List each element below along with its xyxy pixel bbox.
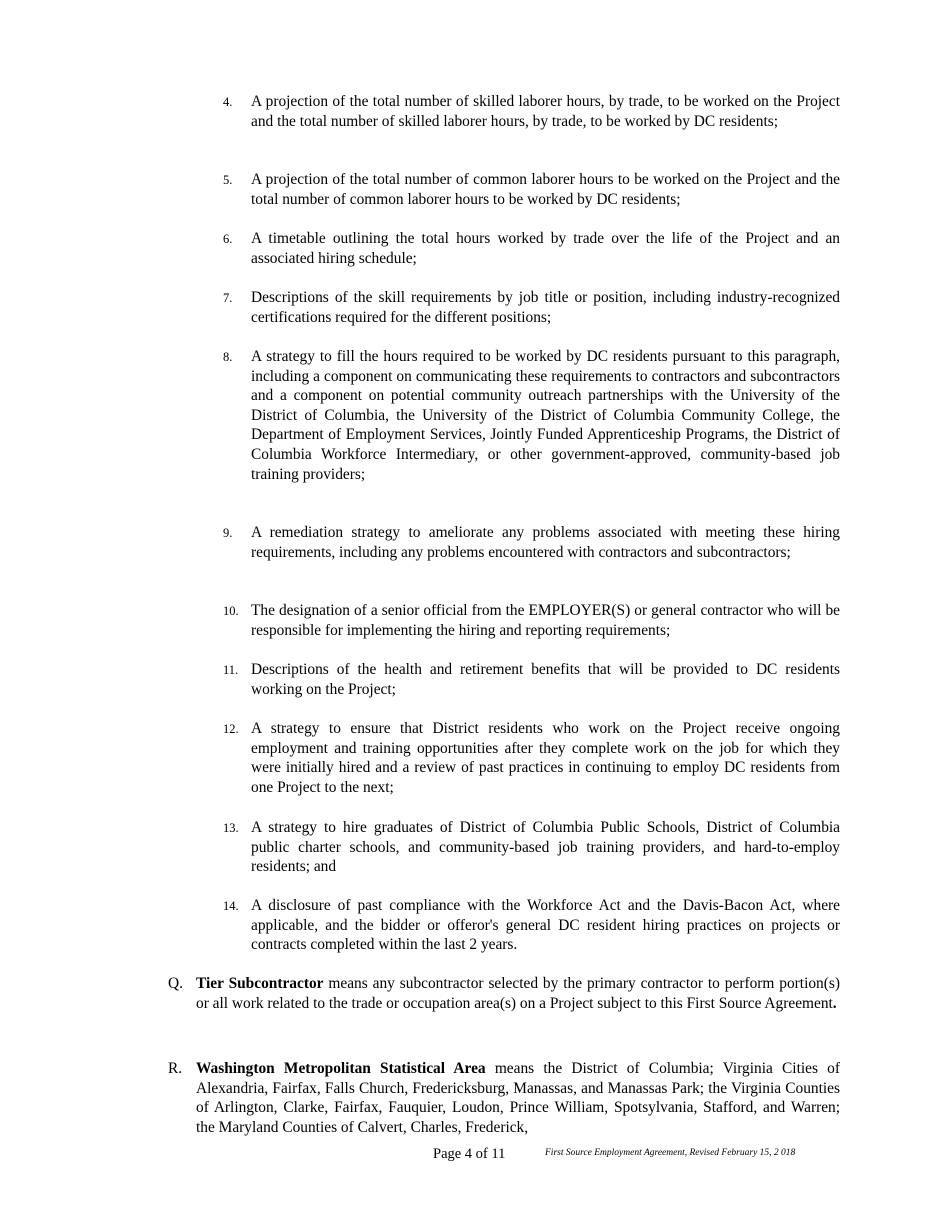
definition-term: Washington Metropolitan Statistical Area <box>196 1060 486 1077</box>
definition-letter: Q. <box>168 975 183 992</box>
list-item-text: A timetable outlining the total hours worked by trade over the life of the Project and an associated hiring schedule; <box>251 230 840 267</box>
list-item-text: A strategy to hire graduates of District of Columbia Public Schools, District of Columbia public charter schools, and community-based job training providers, and hard-to-employ residents; and <box>251 819 840 876</box>
list-item-13 <box>223 818 840 877</box>
list-item-12 <box>223 719 840 797</box>
definition-tail: . <box>832 994 837 1012</box>
list-item-14 <box>223 896 840 955</box>
list-item-8 <box>223 347 840 484</box>
list-item-number: 4. <box>223 95 233 109</box>
list-item-number: 10. <box>223 604 239 618</box>
definition-text <box>196 974 840 1013</box>
list-item-text: A disclosure of past compliance with the Workforce Act and the Davis-Bacon Act, where applicable, and the bidder or offeror's general DC resident hiring practices on projects or contracts completed within the last 2 years. <box>251 897 840 954</box>
footer-note: First Source Employment Agreement, Revised February 15, 2 018 <box>545 1148 796 1158</box>
list-item-text: Descriptions of the health and retirement benefits that will be provided to DC residents working on the Project; <box>251 661 840 698</box>
list-item-number: 8. <box>223 350 233 364</box>
list-item-text: A projection of the total number of skilled laborer hours, by trade, to be worked on the Project and the total number of skilled laborer hours, by trade, to be worked by DC residents; <box>251 93 840 130</box>
list-item-10 <box>223 601 840 640</box>
list-item-text: A projection of the total number of common laborer hours to be worked on the Project and the total number of common laborer hours to be worked by DC residents; <box>251 171 840 208</box>
list-item-text: The designation of a senior official from the EMPLOYER(S) or general contractor who will be responsible for implementing the hiring and reporting requirements; <box>251 602 840 639</box>
list-item-number: 6. <box>223 232 233 246</box>
definition-body: means the District of Columbia; Virginia Cities of Alexandria, Fairfax, Falls Church, Fredericksburg, Manassas, and Manassas Park; the Virginia Counties of Arlington, Clarke, Fairfax, Fauquier, Loudon, Prince William, Spotsylvania, Stafford, and Warren; the Maryland Counties of Calvert, Charles, Frederick, <box>196 1060 840 1136</box>
list-item-number: 11. <box>223 663 239 677</box>
definition-term: Tier Subcontractor <box>196 975 324 992</box>
definition-r <box>168 1059 840 1137</box>
list-item-number: 13. <box>223 821 239 835</box>
list-item-9 <box>223 523 840 562</box>
list-item-number: 12. <box>223 722 239 736</box>
list-item-number: 7. <box>223 291 233 305</box>
page-number: Page 4 of 11 <box>433 1146 506 1162</box>
definition-text <box>196 1059 840 1137</box>
definition-body: means any subcontractor selected by the primary contractor to perform portion(s) or all work related to the trade or occupation area(s) on a Project subject to this First Source Agreement <box>196 975 840 1012</box>
list-item-11 <box>223 660 840 699</box>
list-item-number: 5. <box>223 173 233 187</box>
list-item-text: Descriptions of the skill requirements by job title or position, including industry-recognized certifications required for the different positions; <box>251 289 840 326</box>
list-item-number: 14. <box>223 899 239 913</box>
list-item-text: A remediation strategy to ameliorate any problems associated with meeting these hiring requirements, including any problems encountered with contractors and subcontractors; <box>251 524 840 561</box>
list-item-6 <box>223 229 840 268</box>
list-item-number: 9. <box>223 526 233 540</box>
list-item-4 <box>223 92 840 131</box>
list-item-7 <box>223 288 840 327</box>
list-item-text: A strategy to ensure that District residents who work on the Project receive ongoing employment and training opportunities after they complete work on the job for which they were initially hired and a review of past practices in continuing to employ DC residents from one Project to the next; <box>251 720 840 796</box>
list-item-text: A strategy to fill the hours required to be worked by DC residents pursuant to this paragraph, including a component on communicating these requirements to contractors and subcontractors and a component on potential community outreach partnerships with the University of the District of Columbia, the University of the District of Columbia Community College, the Department of Employment Services, Jointly Funded Apprenticeship Programs, the District of Columbia Workforce Intermediary, or other government-approved, community-based job training providers; <box>251 348 840 483</box>
definition-letter: R. <box>168 1060 183 1077</box>
list-item-5 <box>223 170 840 209</box>
definition-q <box>168 974 840 1013</box>
